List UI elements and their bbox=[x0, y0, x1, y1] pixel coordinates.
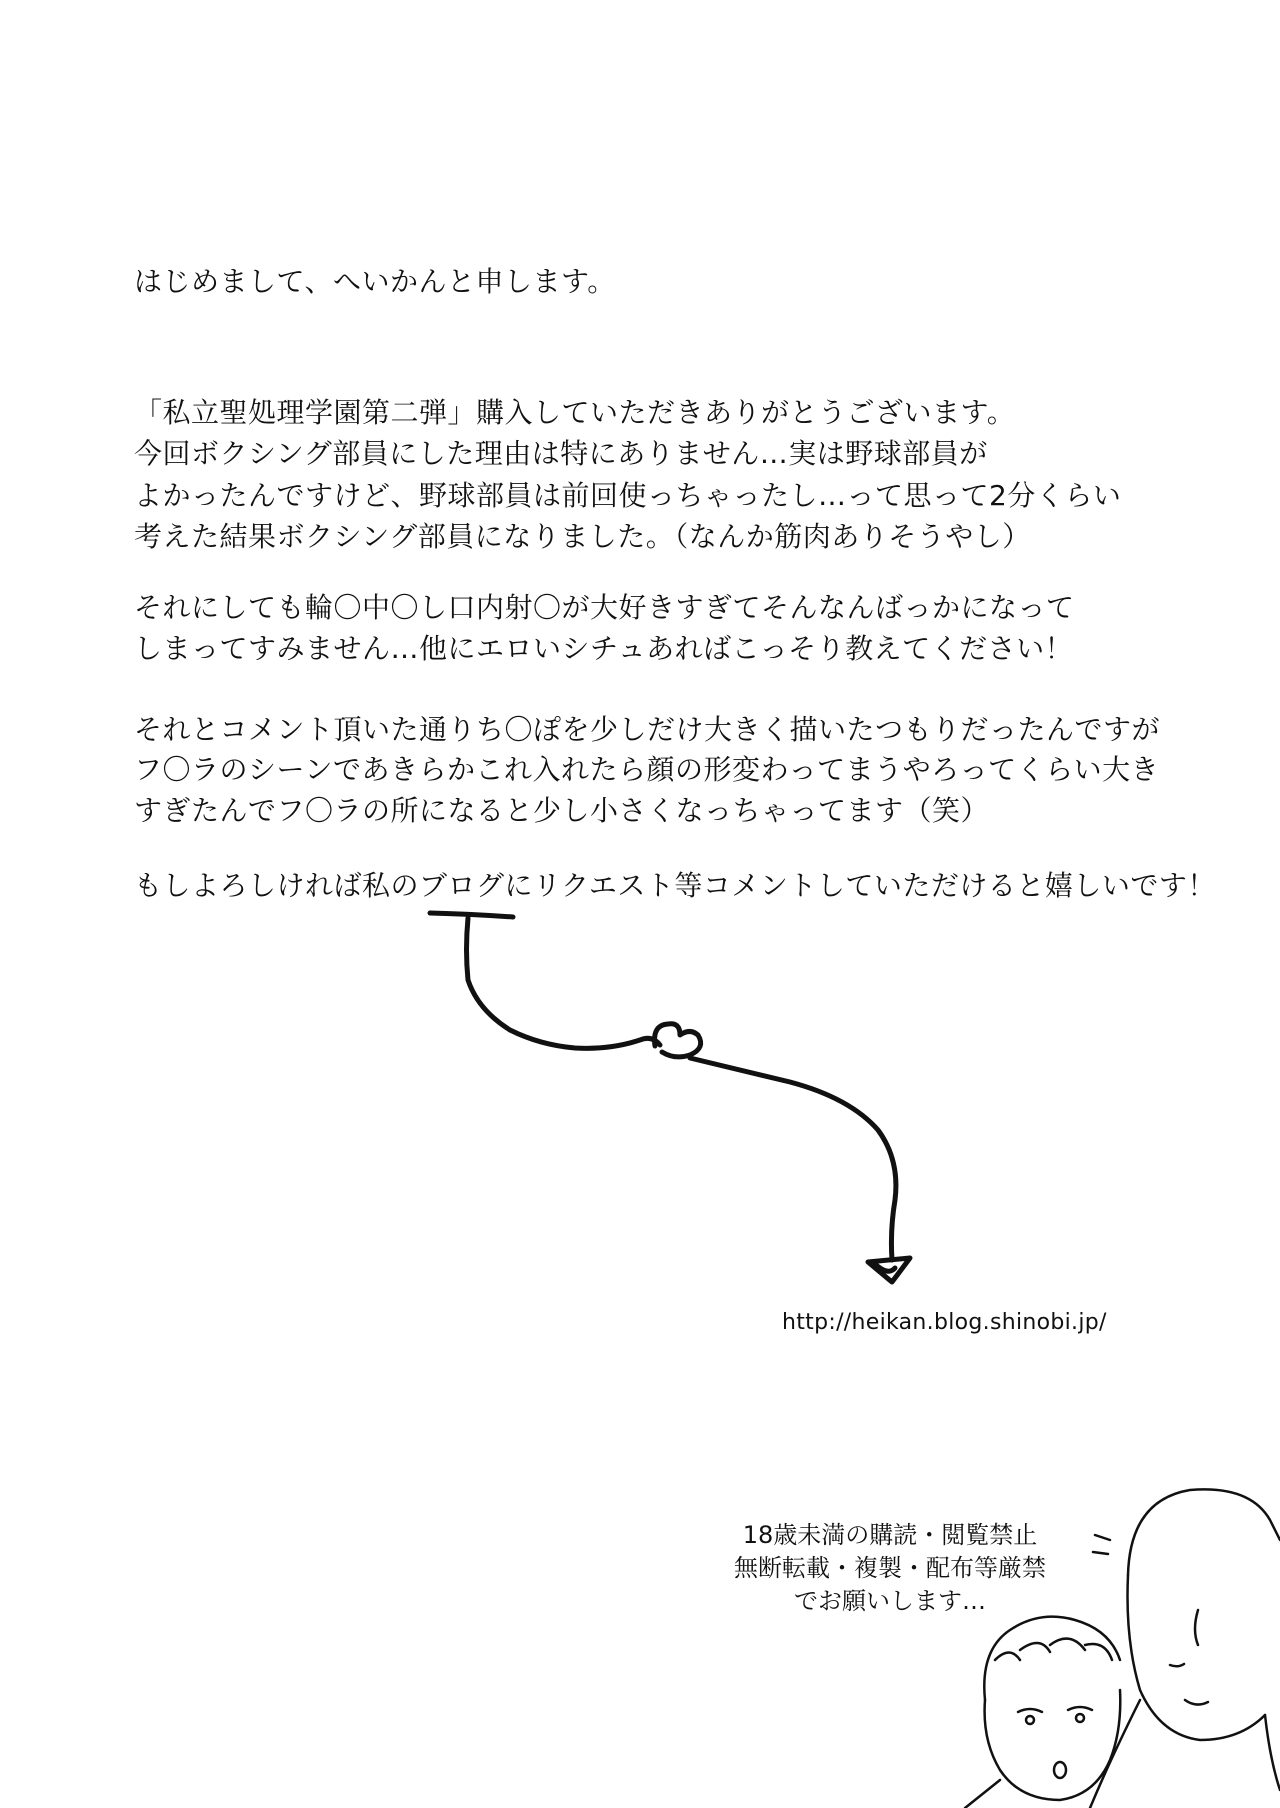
paragraph-1-line-4: 考えた結果ボクシング部員になりました。（なんか筋肉ありそうやし） bbox=[134, 520, 1031, 553]
legal-notice-line-2: 無断転載・複製・配布等厳禁 bbox=[734, 1554, 1046, 1582]
legal-notice-line-1: 18歳未満の購読・閲覧禁止 bbox=[742, 1521, 1038, 1549]
paragraph-1-line-3: よかったんですけど、野球部員は前回使っちゃったし…って思って2分くらい bbox=[134, 479, 1122, 512]
paragraph-2-line-2: しまってすみません…他にエロいシチュあればこっそり教えてください！ bbox=[134, 632, 1074, 665]
paragraph-4-line-1: もしよろしければ私のブログにリクエスト等コメントしていただけると嬉しいです！ bbox=[134, 869, 1216, 902]
paragraph-3-line-1: それとコメント頂いた通りち〇ぽを少しだけ大きく描いたつもりだったんですが bbox=[134, 713, 1161, 746]
greeting-text: はじめまして、へいかんと申します。 bbox=[134, 265, 616, 298]
legal-notice-line-3: でお願いします… bbox=[794, 1587, 986, 1615]
paragraph-2-line-1: それにしても輪〇中〇し口内射〇が大好きすぎてそんなんばっかになって bbox=[134, 591, 1075, 624]
paragraph-3-line-2: フ〇ラのシーンであきらかこれ入れたら顔の形変わってまうやろってくらい大き bbox=[134, 753, 1160, 786]
paragraph-3-line-3: すぎたんでフ〇ラの所になると少し小さくなっちゃってます（笑） bbox=[134, 794, 990, 827]
blog-url-text: http://heikan.blog.shinobi.jp/ bbox=[782, 1310, 1107, 1335]
paragraph-1-line-1: 「私立聖処理学園第二弾」購入していただきありがとうございます。 bbox=[134, 396, 1016, 429]
paragraph-1-line-2: 今回ボクシング部員にした理由は特にありません…実は野球部員が bbox=[134, 437, 988, 470]
